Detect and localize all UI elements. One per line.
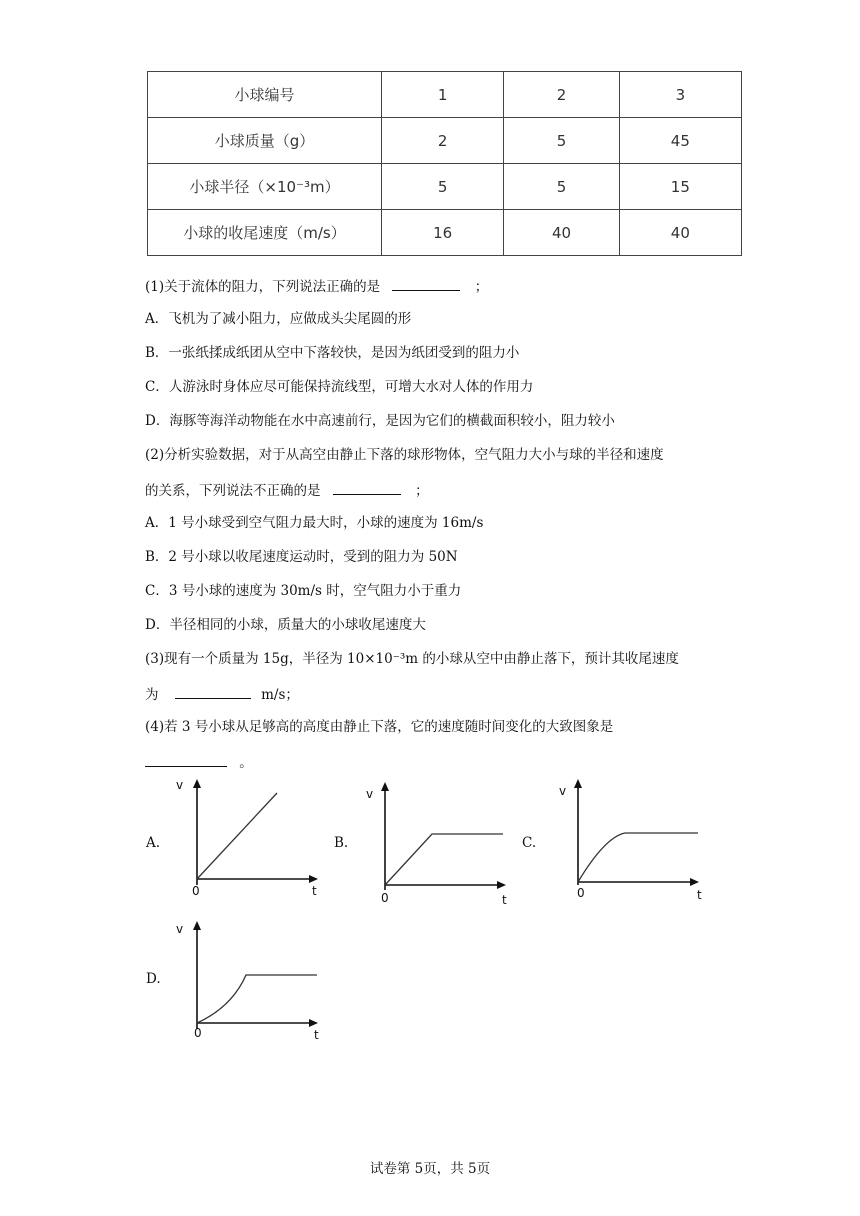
page-footer: 试卷第 5页，共 5页 xyxy=(369,1161,491,1177)
graph-label-a: A. xyxy=(146,835,161,851)
question-2-stem-line1: (2)分析实验数据，对于从高空由静止下落的球形物体，空气阻力大小与球的半径和速度 xyxy=(145,447,664,463)
table-cell: 15 xyxy=(619,164,741,210)
answer-blank-3[interactable] xyxy=(175,684,251,699)
table-cell: 1 xyxy=(382,72,504,118)
table-cell: 45 xyxy=(619,118,741,164)
graph-label-c: C. xyxy=(522,835,537,851)
table-cell: 3 xyxy=(619,72,741,118)
graph-label-d: D. xyxy=(146,971,161,987)
q1-option-d: D．海豚等海洋动物能在水中高速前行，是因为它们的横截面积较小，阻力较小 xyxy=(145,413,615,429)
graph-b[interactable] xyxy=(360,778,520,912)
q1-option-a: A．飞机为了减小阻力，应做成头尖尾圆的形 xyxy=(145,311,412,327)
origin-label: 0 xyxy=(192,884,200,898)
graph-d[interactable] xyxy=(172,917,332,1051)
question-4-tail: 。 xyxy=(239,755,253,771)
table-cell: 5 xyxy=(504,118,619,164)
t-axis-label: t xyxy=(314,1028,319,1042)
q2-option-d: D．半径相同的小球，质量大的小球收尾速度大 xyxy=(145,617,426,633)
question-2-tail: ； xyxy=(415,483,429,499)
table-cell: 5 xyxy=(504,164,619,210)
origin-label: 0 xyxy=(194,1026,202,1040)
table-row xyxy=(148,210,742,256)
question-3-line2 xyxy=(145,684,299,704)
answer-blank-4[interactable] xyxy=(145,752,227,767)
q2-option-a: A．1 号小球受到空气阻力最大时，小球的速度为 16m/s xyxy=(145,515,484,531)
row-header: 小球半径（×10⁻³m） xyxy=(148,164,382,210)
t-axis-label: t xyxy=(697,888,702,902)
row-header: 小球编号 xyxy=(148,72,382,118)
graph-b-curve xyxy=(385,834,503,885)
table-cell: 16 xyxy=(382,210,504,256)
question-1-stem xyxy=(145,276,488,296)
question-3-unit: m/s； xyxy=(261,687,299,703)
row-header: 小球的收尾速度（m/s） xyxy=(148,210,382,256)
question-4-line2 xyxy=(145,752,253,772)
question-3-prefix: 为 xyxy=(145,687,159,703)
q2-option-c: C．3 号小球的速度为 30m/s 时，空气阻力小于重力 xyxy=(145,583,462,599)
question-1-text: (1)关于流体的阻力，下列说法正确的是 xyxy=(145,279,381,295)
table-cell: 40 xyxy=(619,210,741,256)
table-row xyxy=(148,118,742,164)
v-axis-label: v xyxy=(176,778,184,792)
table-cell: 2 xyxy=(504,72,619,118)
question-4-line1: (4)若 3 号小球从足够高的高度由静止下落，它的速度随时间变化的大致图象是 xyxy=(145,719,614,735)
graph-label-b: B. xyxy=(334,835,349,851)
table-cell: 40 xyxy=(504,210,619,256)
row-header: 小球质量（g） xyxy=(148,118,382,164)
question-1-tail: ； xyxy=(474,279,489,295)
v-axis-label: v xyxy=(559,784,567,798)
graph-d-curve xyxy=(197,975,317,1023)
q2-option-b: B．2 号小球以收尾速度运动时，受到的阻力为 50N xyxy=(145,549,458,565)
origin-label: 0 xyxy=(381,891,389,905)
table-cell: 2 xyxy=(382,118,504,164)
ball-data-table xyxy=(147,71,742,256)
v-axis-label: v xyxy=(366,787,374,801)
answer-blank-1[interactable] xyxy=(392,276,460,291)
graph-a[interactable] xyxy=(172,775,332,904)
t-axis-label: t xyxy=(502,893,507,907)
question-2-stem-line2 xyxy=(145,480,429,500)
graph-a-curve xyxy=(197,793,277,879)
table-cell: 5 xyxy=(382,164,504,210)
t-axis-label: t xyxy=(312,884,317,898)
v-axis-label: v xyxy=(176,922,184,936)
origin-label: 0 xyxy=(577,886,585,900)
table-row xyxy=(148,72,742,118)
q1-option-b: B．一张纸揉成纸团从空中下落较快，是因为纸团受到的阻力小 xyxy=(145,345,520,361)
graph-c-curve xyxy=(578,833,698,882)
table-row xyxy=(148,164,742,210)
question-3-line1: (3)现有一个质量为 15g，半径为 10×10⁻³m 的小球从空中由静止落下，预计其收尾速度 xyxy=(145,651,679,667)
q1-option-c: C．人游泳时身体应尽可能保持流线型，可增大水对人体的作用力 xyxy=(145,379,534,395)
answer-blank-2[interactable] xyxy=(333,480,401,495)
graph-c[interactable] xyxy=(553,775,713,909)
question-2-text: 的关系，下列说法不正确的是 xyxy=(145,483,321,499)
